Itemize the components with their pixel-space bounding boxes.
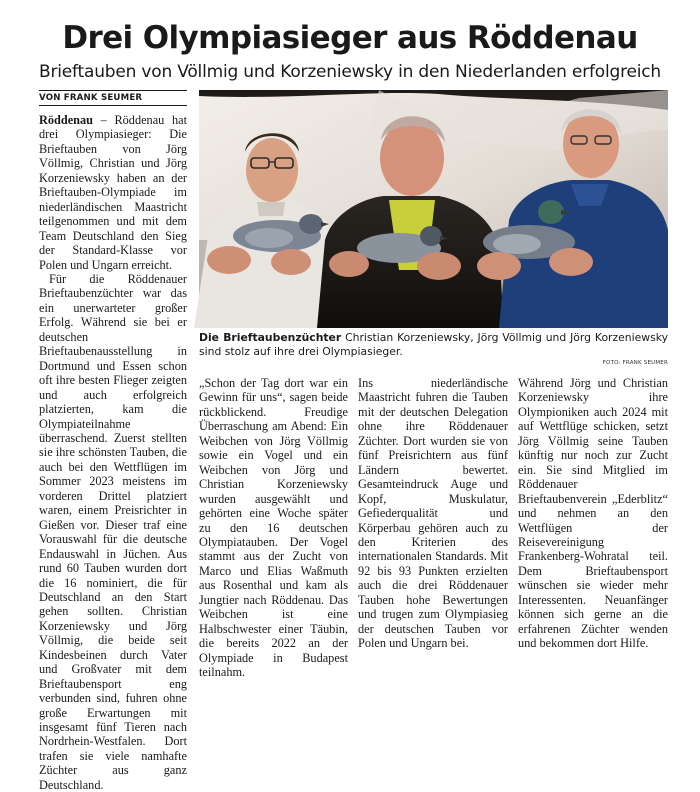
breeders-photo bbox=[199, 90, 668, 328]
paragraph-4: Ins niederländische Maastricht fuhren die Tauben mit der deutschen Delegation ohne ihre Röddenauer Züchter. Dort wurden sie von fünf Preisrichtern aus fünf Ländern bewertet. Gesamteindruck Auge und Kopf, Muskulatur, Gefiederqualität und Körperbau gehören auch zu den Kriterien des internationalen Standards. Mit 92 bis 93 Punkten erzielten auch die drei Röddenauer Tauben hohe Bewertungen und trugen zum Olympiasieg der deutschen Tauben vor Polen und Ungarn bei. bbox=[358, 376, 508, 651]
caption-text: Christian Korzeniewsky, Jörg Völlmig und Jörg Korzeniewsky sind stolz auf ihre drei Olympiasieger. bbox=[199, 331, 668, 358]
caption-title: Die Brieftaubenzüchter bbox=[199, 331, 342, 344]
paragraph-2: Für die Röddenauer Brieftaubenzüchter war das ein unerwarteter großer Erfolg. Während sie bei er deutschen Brieftaubenausstellung in Dortmund und Essen schon oft ihre besten Flieger zeigten und auch erfolgreich platzierten, kam die Olympiateilnahme überraschend. Zuerst stellten sie ihre schönsten Tauben, die auch bei den Wettflügen im Sommer 2023 meistens im vorderen Drittel platziert waren, einem Preisrichter in Gießen vor. Dieser traf eine Vorauswahl für die deutsche Endauswahl in Jüchen. Aus rund 60 Tauben wurden dort die 16 nominiert, die für Deutschland an den Start gehen sollten. Christian Korzeniewsky und Jörg Völlmig, die beide seit Kindesbeinen durch Vater und Großvater mit dem Brieftaubensport eng verbunden sind, fuhren ohne große Erwartungen mit insgesamt fünf Tieren nach Nordrhein-Westfalen. Dort trafen sie viele namhafte Züchter aus ganz Deutschland. bbox=[39, 271, 187, 792]
paragraph-3: „Schon der Tag dort war ein Gewinn für uns“, sagen beide rückblickend. Freudige Überraschung am Abend: Ein Weibchen von Jörg Völlmig sowie ein Vogel und ein Weibchen von Jörg und Christian Korzeniewsky wurden ausgewählt und gehörten eine Woche später zu den 16 deutschen Olympiatauben. Der Vogel stammt aus der Zucht von Marco und Elias Waßmuth aus Rosenthal und kam als Jungtier nach Röddenau. Das Weibchen ist eine Halbschwester einer Täubin, die bereits 2022 an der Olympiade in Budapest teilnahm. bbox=[199, 376, 348, 680]
lead-paragraph: – Röddenau hat drei Olympiasieger: Die Brieftauben von Jörg Völlmig, Christian und Jörg Korzeniewsky haben an der Brieftauben-Olympiade im niederländischen Maastricht teilgenommen und mit dem Team Deutschland den Sieg der Standard-Klasse vor Polen und Ungarn erreicht. bbox=[39, 113, 187, 272]
photo-caption bbox=[199, 331, 668, 359]
photo-credit: FOTO: FRANK SEUMER bbox=[602, 360, 668, 366]
article-column-2 bbox=[199, 376, 348, 680]
headline: Drei Olympiasieger aus Röddenau bbox=[62, 20, 638, 56]
article-column-1 bbox=[39, 113, 187, 792]
dateline: Röddenau bbox=[39, 113, 93, 127]
article-column-4 bbox=[518, 376, 668, 661]
article-column-3 bbox=[358, 376, 508, 661]
paragraph-5: Während Jörg und Christian Korzeniewsky ihre Olympioniken auch 2024 mit auf Wettflüge schicken, setzt Jörg Völlmig seine Tauben künftig nur noch zur Zucht ein. Sie sind Mitglied im Röddenauer Brieftaubenverein „Ederblitz“ und nehmen an den Wettflügen der Reisevereinigung Frankenberg-Wohratal teil. Dem Brieftaubensport wünschen sie wieder mehr Interessenten. Neuanfänger können sich gerne an die erfahrenen Züchter wenden und bekommen dort Hilfe. bbox=[518, 376, 668, 651]
subheadline: Brieftauben von Völlmig und Korzeniewsky in den Niederlanden erfolgreich bbox=[39, 62, 661, 82]
byline: VON FRANK SEUMER bbox=[39, 90, 187, 106]
